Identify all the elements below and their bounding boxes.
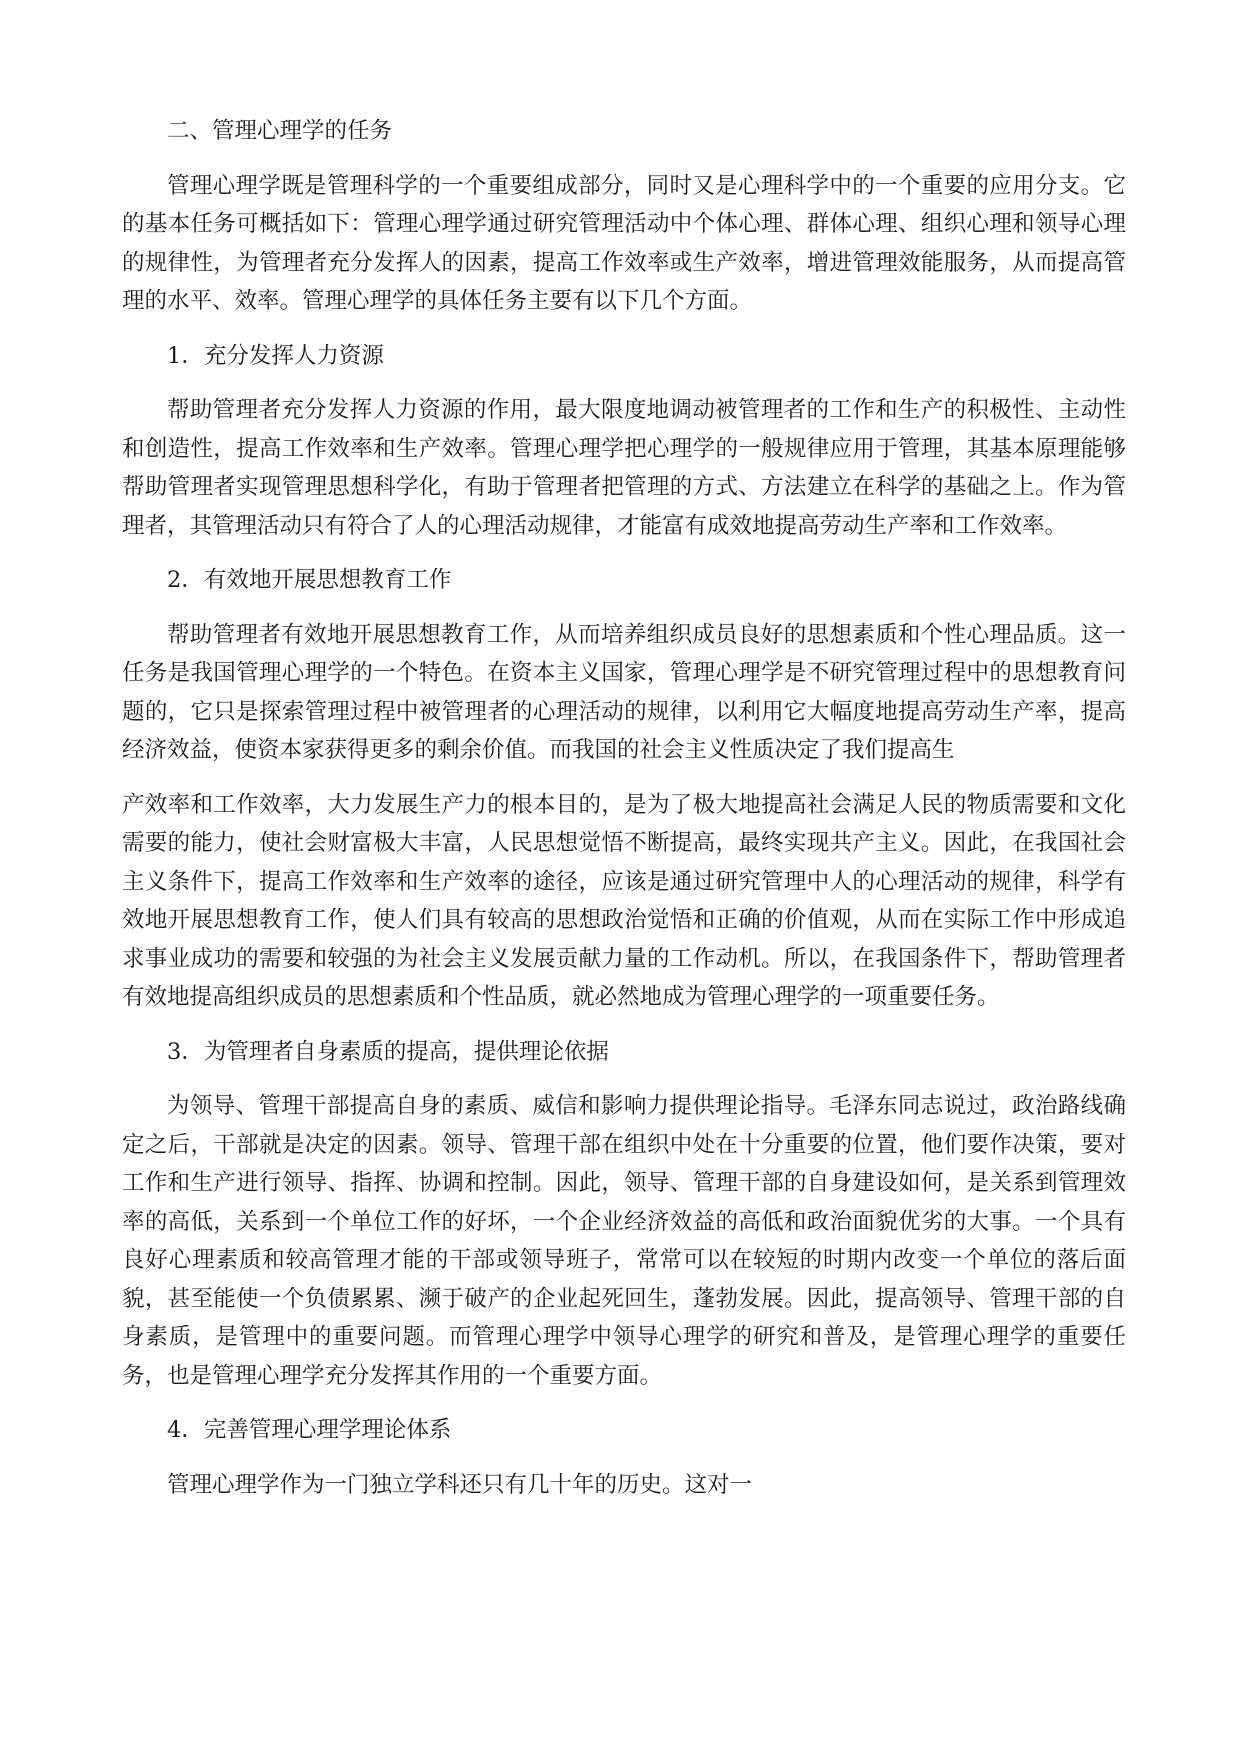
item-3-heading: 3．为管理者自身素质的提高，提供理论依据 (167, 1038, 609, 1065)
item-2-paragraph-continued: 产效率和工作效率，大力发展生产力的根本目的，是为了极大地提高社会满足人民的物质需要和文化需要的能力，使社会财富极大丰富，人民思想觉悟不断提高，最终实现共产主义。因此，在我国社会主义条件下，提高工作效率和生产效率的途径，应该是通过研究管理中人的心理活动的规律，科学有效地开展思想教育工作，使人们具有较高的思想政治觉悟和正确的价值观，从而在实际工作中形成追求事业成功的需要和较强的为社会主义发展贡献力量的工作动机。所以，在我国条件下，帮助管理者有效地提高组织成员的思想素质和个性品质，就必然地成为管理心理学的一项重要任务。 (122, 791, 1126, 1010)
intro-paragraph: 管理心理学既是管理科学的一个重要组成部分，同时又是心理科学中的一个重要的应用分支。它的基本任务可概括如下：管理心理学通过研究管理活动中个体心理、群体心理、组织心理和领导心理的规律性，为管理者充分发挥人的因素，提高工作效率或生产效率，增进管理效能服务，从而提高管理的水平、效率。管理心理学的具体任务主要有以下几个方面。 (122, 172, 1126, 314)
item-3-paragraph: 为领导、管理干部提高自身的素质、威信和影响力提供理论指导。毛泽东同志说过，政治路线确定之后，干部就是决定的因素。领导、管理干部在组织中处在十分重要的位置，他们要作决策，要对工作和生产进行领导、指挥、协调和控制。因此，领导、管理干部的自身建设如何，是关系到管理效率的高低，关系到一个单位工作的好坏，一个企业经济效益的高低和政治面貌优劣的大事。一个具有良好心理素质和较高管理才能的干部或领导班子，常常可以在较短的时期内改变一个单位的落后面貌，甚至能使一个负债累累、濒于破产的企业起死回生，蓬勃发展。因此，提高领导、管理干部的自身素质，是管理中的重要问题。而管理心理学中领导心理学的研究和普及，是管理心理学的重要任务，也是管理心理学充分发挥其作用的一个重要方面。 (122, 1093, 1126, 1389)
section-title: 二、管理心理学的任务 (167, 118, 393, 144)
document-page (122, 112, 1126, 1520)
item-4-paragraph: 管理心理学作为一门独立学科还只有几十年的历史。这对一 (167, 1471, 753, 1498)
item-4-heading: 4．完善管理心理学理论体系 (167, 1417, 452, 1443)
item-2-paragraph: 帮助管理者有效地开展思想教育工作，从而培养组织成员良好的思想素质和个性心理品质。这一任务是我国管理心理学的一个特色。在资本主义国家，管理心理学是不研究管理过程中的思想教育问题的，它只是探索管理过程中被管理者的心理活动的规律，以利用它大幅度地提高劳动生产率，提高经济效益，使资本家获得更多的剩余价值。而我国的社会主义性质决定了我们提高生 (122, 621, 1126, 763)
item-1-paragraph: 帮助管理者充分发挥人力资源的作用，最大限度地调动被管理者的工作和生产的积极性、主动性和创造性，提高工作效率和生产效率。管理心理学把心理学的一般规律应用于管理，其基本原理能够帮助管理者实现管理思想科学化，有助于管理者把管理的方式、方法建立在科学的基础之上。作为管理者，其管理活动只有符合了人的心理活动规律，才能富有成效地提高劳动生产率和工作效率。 (122, 397, 1126, 539)
item-2-heading: 2．有效地开展思想教育工作 (167, 567, 452, 593)
item-1-heading: 1．充分发挥人力资源 (167, 342, 384, 369)
